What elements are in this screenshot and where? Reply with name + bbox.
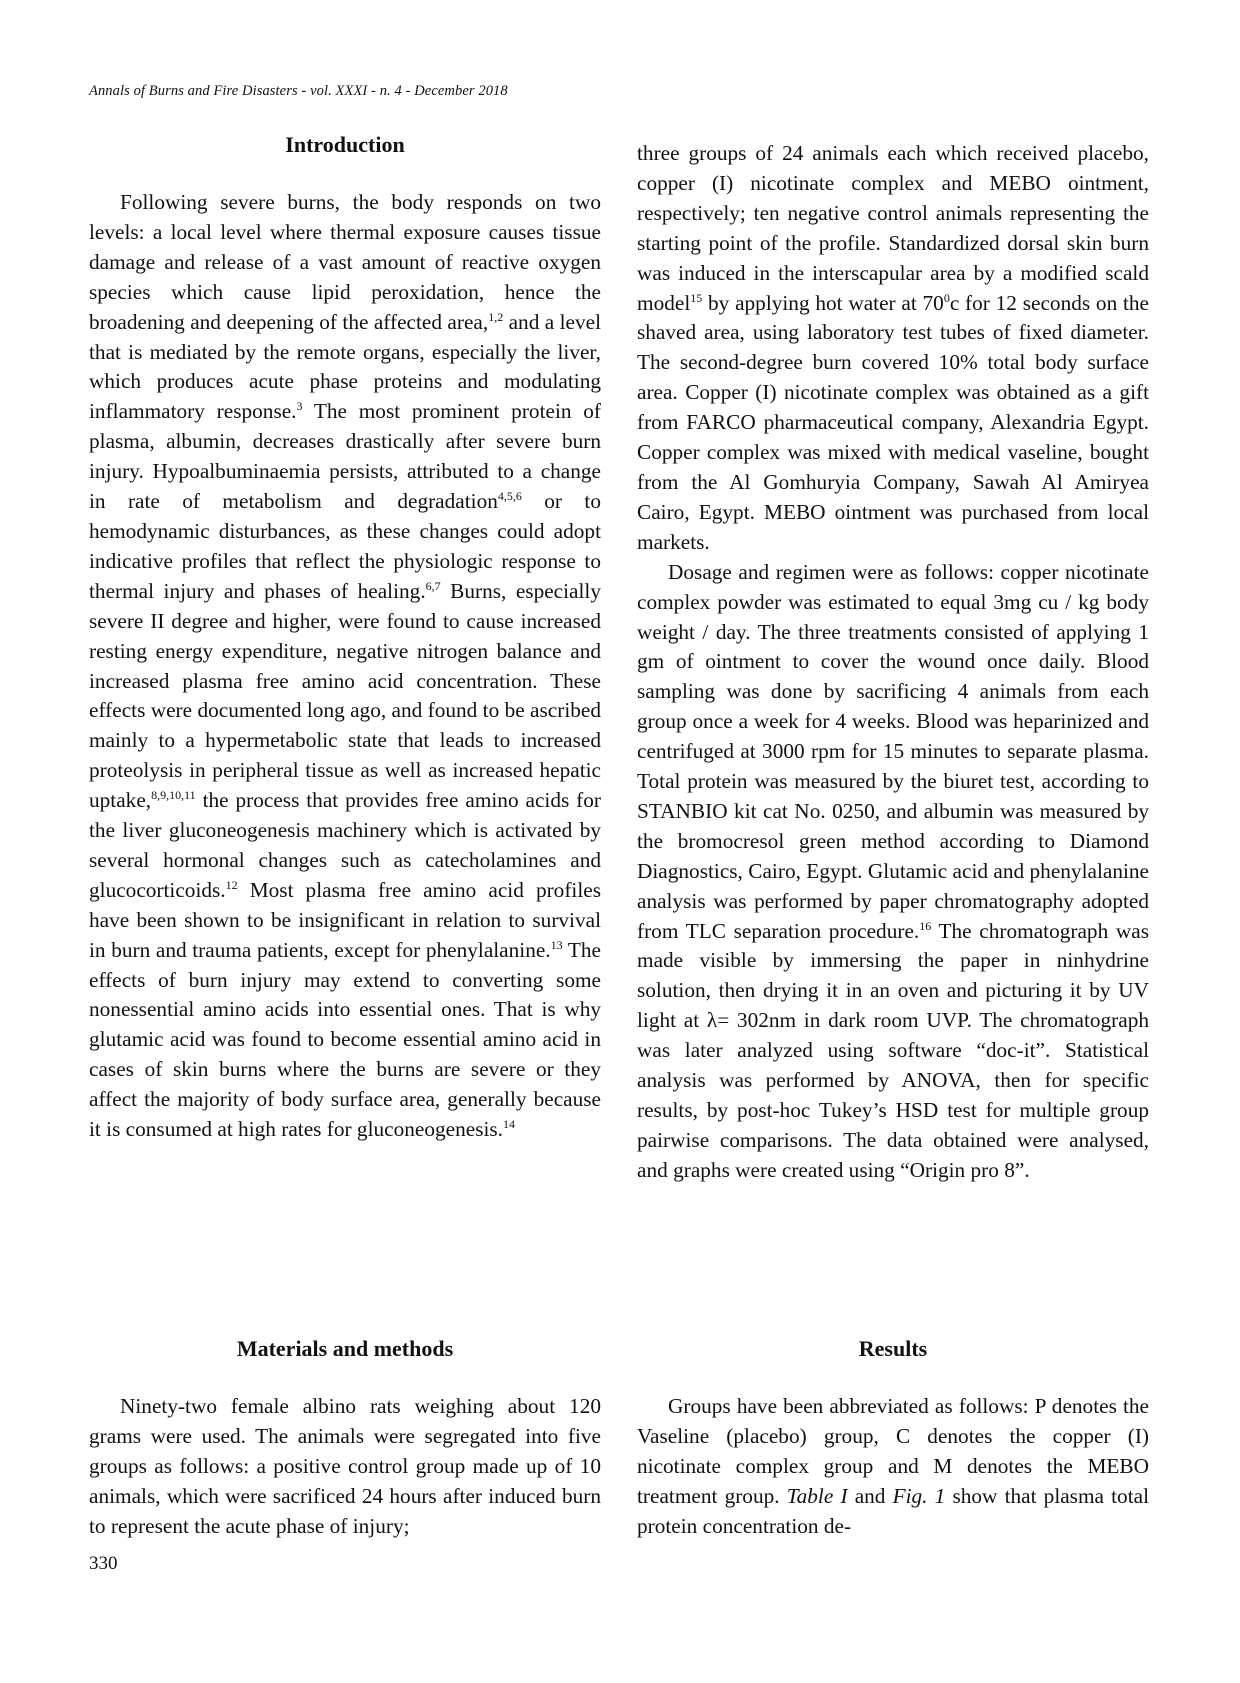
materials-methods-section [89,1336,601,1542]
methods-continued-section [637,139,1149,1186]
results-section [637,1336,1149,1542]
results-heading: Results [858,1336,928,1361]
methods-paragraph-dosage: Dosage and regimen were as follows: copper nicotinate complex powder was estimated to equal 3mg cu / kg body weight / day. The three treatments consisted of applying 1 gm of ointment to cover the wound once daily. Blood sampling was done by sacrificing 4 animals from each group once a week for 4 weeks. Blood was heparinized and centrifuged at 3000 rpm for 15 minutes to separate plasma. Total protein was measured by the biuret test, according to STANBIO kit cat No. 0250, and albumin was measured by the bromocresol green method according to Diamond Diagnostics, Cairo, Egypt. Glutamic acid and phenylalanine analysis was performed by paper chromatography adopted from TLC separation procedure.$^{16}$ The chromatograph was made visible by immersing the paper in ninhydrine solution, then drying it in an oven and picturing it by UV light at λ= 302nm in dark room UVP. The chromatograph was later analyzed using software “doc-it”. Statistical analysis was performed by ANOVA, then for specific results, by post-hoc Tukey’s HSD test for multiple group pairwise comparisons. The data obtained were analysed, and graphs were created using “Origin pro 8”. [637,559,1150,1182]
citation: 6,7 [425,578,441,593]
citation: 3 [296,399,303,414]
citation: 1,2 [488,309,504,324]
citation: 8,9,10,11 [151,788,196,803]
citation: 16 [919,918,932,933]
materials-methods-heading: Materials and methods [236,1336,454,1361]
introduction-section [89,132,601,1145]
citation: 4,5,6 [497,488,522,503]
figure-reference: Fig. 1 [892,1483,946,1508]
running-header: Annals of Burns and Fire Disasters - vol. XXXI - n. 4 - December 2018 [89,83,508,99]
materials-methods-paragraph: Ninety-two female albino rats weighing about 120 grams were used. The animals were segregated into five groups as follows: a positive control group made up of 10 animals, which were sacrificed 24 hours after induced burn to represent the acute phase of injury; [89,1394,601,1538]
methods-paragraph-groups: three groups of 24 animals each which received placebo, copper (I) nicotinate complex and MEBO ointment, respectively; ten negative control animals representing the starting point of the profile. Standardized dorsal skin burn was induced in the interscapular area by a modified scald model$^{15}$ by applying hot water at $70^0c$ for 12 seconds on the shaved area, using laboratory test tubes of fixed diameter. The second-degree burn covered 10% total body surface area. Copper (I) nicotinate complex was obtained as a gift from FARCO pharmaceutical company, Alexandria Egypt. Copper complex was mixed with medical vaseline, bought from the Al Gomhuryia Company, Sawah Al Amiryea Cairo, Egypt. MEBO ointment was purchased from local markets. [637,141,1149,554]
page-number: 330 [89,1553,118,1574]
citation: 12 [225,877,238,892]
citation: 15 [690,290,703,305]
introduction-heading: Introduction [285,132,405,157]
table-reference: Table I [786,1483,848,1508]
citation: 14 [503,1117,516,1131]
introduction-paragraph: Following severe burns, the body responds on two levels: a local level where thermal exposure causes tissue damage and release of a vast amount of reactive oxygen species which cause lipid peroxidation, hence the broadening and deepening of the affected area,$^{1,2}$ and a level that is mediated by the remote organs, especially the liver, which produces acute phase proteins and modulating inflammatory response.$^3$ The most prominent protein of plasma, albumin, decreases drastically after severe burn injury. Hypoalbuminaemia persists, attributed to a change in rate of metabolism and degradation$^{4,5,6}$ or to hemodynamic disturbances, as these changes could adopt indicative profiles that reflect the physiologic response to thermal injury and phases of healing.$^{6,7}$ Burns, especially severe II degree and higher, were found to cause increased resting energy expenditure, negative nitrogen balance and increased plasma free amino acid concentration. These effects were documented long ago, and found to be ascribed mainly to a hypermetabolic state that leads to increased proteolysis in peripheral tissue as well as increased hepatic uptake,$^{8,9,10,11}$ the process that provides free amino acids for the liver gluconeogenesis machinery which is activated by several hormonal changes such as catecholamines and glucocorticoids.$^{12}$ Most plasma free amino acid profiles have been shown to be insignificant in relation to survival in burn and trauma patients, except for phenylalanine.$^{13}$ The effects of burn injury may extend to converting some nonessential amino acids into essential ones. That is why glutamic acid was found to become essential amino acid in cases of skin burns where the burns are severe or they affect the majority of body surface area, generally because it is consumed at high rates for gluconeogenesis.$^{14}$ [89,190,601,1142]
results-paragraph: Groups have been abbreviated as follows: P denotes the Vaseline (placebo) group, C denotes the copper (I) nicotinate complex group and M denotes the MEBO treatment group. Table I and Fig. 1 show that plasma total protein concentration de- [637,1394,1149,1538]
citation: 13 [550,937,563,952]
degree-superscript: 0 [943,290,950,305]
